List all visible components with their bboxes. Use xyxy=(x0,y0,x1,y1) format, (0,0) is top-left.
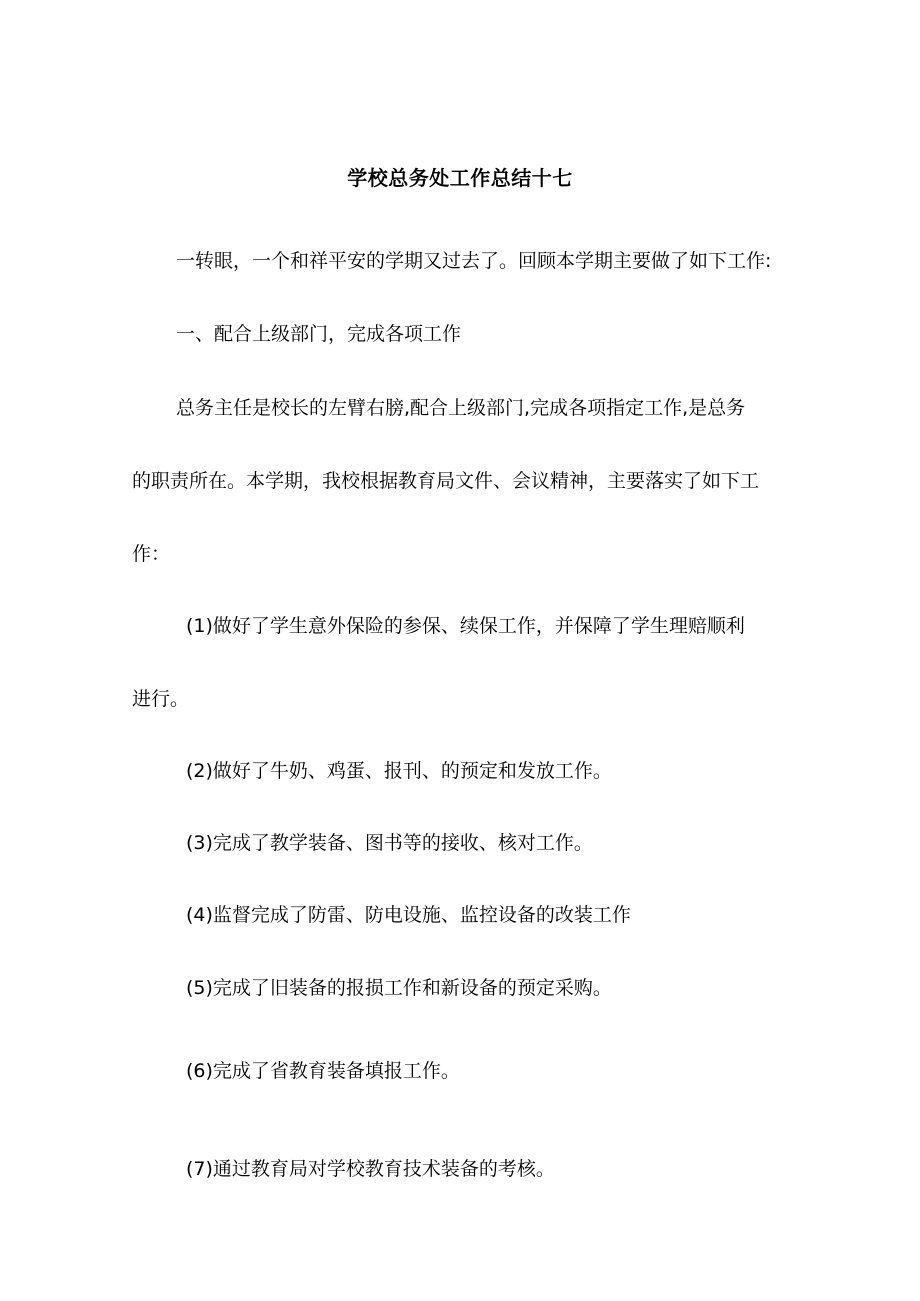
list-item-6: (6)完成了省教育装备填报工作。 xyxy=(186,1060,460,1082)
list-item-7: (7)通过教育局对学校教育技术装备的考核。 xyxy=(186,1158,555,1180)
list-item-4: (4)监督完成了防雷、防电设施、监控设备的改装工作 xyxy=(186,904,631,926)
section-heading-1: 一、配合上级部门，完成各项工作 xyxy=(176,323,462,345)
list-item-1-line-2: 进行。 xyxy=(132,688,190,710)
list-item-3: (3)完成了教学装备、图书等的接收、核对工作。 xyxy=(186,832,593,854)
list-item-5: (5)完成了旧装备的报损工作和新设备的预定采购。 xyxy=(186,977,612,999)
list-item-1-line-1: (1)做好了学生意外保险的参保、续保工作，并保障了学生理赔顺利 xyxy=(186,615,745,637)
paragraph-1-line-3: 作： xyxy=(132,543,171,565)
paragraph-1-line-1: 总务主任是校长的左臂右膀,配合上级部门,完成各项指定工作,是总务 xyxy=(176,397,746,419)
paragraph-1-line-2: 的职责所在。本学期，我校根据教育局文件、会议精神，主要落实了如下工 xyxy=(132,470,760,492)
intro-paragraph: 一转眼，一个和祥平安的学期又过去了。回顾本学期主要做了如下工作: xyxy=(176,250,772,272)
list-item-2: (2)做好了牛奶、鸡蛋、报刊、的预定和发放工作。 xyxy=(186,760,612,782)
document-title: 学校总务处工作总结十七 xyxy=(347,166,573,190)
